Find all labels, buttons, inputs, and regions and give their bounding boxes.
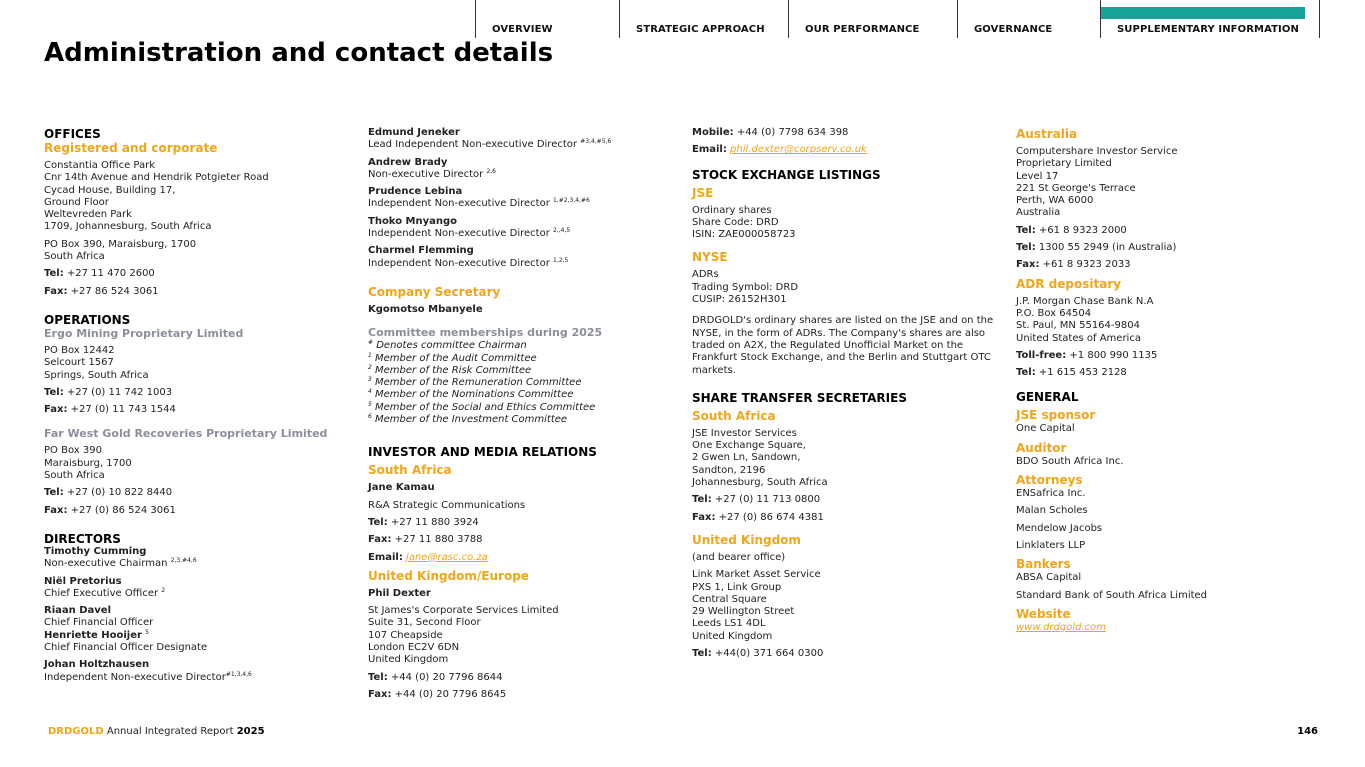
banker-item: ABSA Capital xyxy=(1016,572,1082,584)
address-line: 1709, Johannesburg, South Africa xyxy=(44,221,212,233)
ergo-address xyxy=(44,345,344,382)
committee-item: $^5$ Member of the Social and Ethics Committee xyxy=(368,400,596,413)
ir-sa-email-link[interactable]: jane@rasc.co.za xyxy=(406,551,488,563)
director-role: Independent Non-executive Director $^{1,\#2,3,4,\#6}$ xyxy=(368,197,590,210)
section-nav xyxy=(475,0,1320,38)
operations-heading: OPERATIONS xyxy=(44,312,131,327)
nyse-details: ADRs Trading Symbol: DRD CUSIP: 26152H301 xyxy=(692,269,799,306)
director-name: Edmund Jeneker xyxy=(368,127,460,138)
transfer-sa-heading: South Africa xyxy=(692,408,776,423)
adr-tollfree: Toll-free: +1 800 990 1135 xyxy=(1016,349,1158,361)
office-postal xyxy=(44,239,344,264)
column-2 xyxy=(368,127,668,706)
director-name: Charmel Flemming xyxy=(368,245,474,257)
ir-sa-tel: Tel: +27 11 880 3924 xyxy=(368,516,479,528)
transfer-heading: SHARE TRANSFER SECRETARIES xyxy=(692,390,907,405)
office-address xyxy=(44,160,344,234)
address-line: Maraisburg, 1700 xyxy=(44,457,132,469)
address-line: 107 Cheapside xyxy=(368,629,443,641)
address-line: United Kingdom xyxy=(692,630,773,642)
transfer-au-heading: Australia xyxy=(1016,127,1078,141)
fwgr-address xyxy=(44,445,344,482)
director-name: Riaan Davel xyxy=(44,605,112,617)
transfer-uk-note: (and bearer office) xyxy=(692,551,786,563)
director-entry xyxy=(368,216,668,241)
ir-uk-heading: United Kingdom/Europe xyxy=(368,568,529,583)
transfer-uk-address xyxy=(692,569,992,643)
transfer-au-tel: Tel: +61 8 9323 2000 xyxy=(1016,224,1127,236)
address-line: JSE Investor Services xyxy=(692,427,797,439)
committee-item: $^2$ Member of the Risk Committee xyxy=(368,363,532,376)
director-role: Non-executive Director $^{2,6}$ xyxy=(368,167,496,180)
address-line: Ground Floor xyxy=(44,196,109,208)
address-line: Computershare Investor Service xyxy=(1016,146,1178,157)
general-heading: GENERAL xyxy=(1016,390,1079,405)
address-line: Proprietary Limited xyxy=(1016,158,1112,170)
address-line: Springs, South Africa xyxy=(44,369,149,381)
footer-report: Annual Integrated Report xyxy=(106,726,234,737)
page-title: Administration and contact details xyxy=(44,38,554,68)
director-entry xyxy=(368,186,668,211)
ir-sa-email: Email: jane@rasc.co.za xyxy=(368,551,488,563)
director-entry xyxy=(44,605,344,630)
address-line: Weltevreden Park xyxy=(44,209,132,221)
bankers-heading: Bankers xyxy=(1016,557,1071,572)
fwgr-tel: Tel: +27 (0) 10 822 8440 xyxy=(44,487,173,499)
tab-strategic-approach[interactable] xyxy=(619,0,788,38)
ir-uk-email: Email: phil.dexter@corpserv.co.uk xyxy=(692,144,867,156)
address-line: St. Paul, MN 55164-9804 xyxy=(1016,320,1140,332)
column-4 xyxy=(1016,127,1316,639)
tab-supplementary-information[interactable] xyxy=(1100,0,1320,38)
adr-address xyxy=(1016,296,1316,345)
address-line: South Africa xyxy=(44,470,105,482)
office-tel: Tel: +27 11 470 2600 xyxy=(44,268,155,280)
active-tab-indicator xyxy=(1101,7,1305,19)
nyse-heading: NYSE xyxy=(692,250,728,265)
address-line: Cnr 14th Avenue and Hendrik Potgieter Road xyxy=(44,172,269,184)
address-line: PXS 1, Link Group xyxy=(692,581,782,593)
footer-report-title xyxy=(48,726,265,737)
director-name: Henriette Hooijer $^5$ xyxy=(44,628,149,641)
address-line: St James's Corporate Services Limited xyxy=(368,605,559,617)
address-line: Suite 31, Second Floor xyxy=(368,617,481,629)
director-role: Independent Non-executive Director$^{\#1,3,4,6}$ xyxy=(44,670,252,683)
director-role: Independent Non-executive Director $^{2,,4,5}$ xyxy=(368,227,571,240)
committee-item: $^4$ Member of the Nominations Committee xyxy=(368,388,574,401)
transfer-au-tel-local: Tel: 1300 55 2949 (in Australia) xyxy=(1016,242,1177,254)
address-line: Cycad House, Building 17, xyxy=(44,184,176,196)
transfer-uk-tel: Tel: +44(0) 371 664 0300 xyxy=(692,648,824,660)
ir-uk-fax: Fax: +44 (0) 20 7796 8645 xyxy=(368,688,507,700)
jse-sponsor-heading: JSE sponsor xyxy=(1016,408,1096,423)
transfer-sa-tel: Tel: +27 (0) 11 713 0800 xyxy=(692,494,821,506)
committee-item: $^1$ Member of the Audit Committee xyxy=(368,351,537,364)
ir-sa-fax: Fax: +27 11 880 3788 xyxy=(368,534,483,546)
tab-label: STRATEGIC APPROACH xyxy=(636,24,765,35)
address-line: J.P. Morgan Chase Bank N.A xyxy=(1016,295,1154,307)
website-link[interactable]: www.drdgold.com xyxy=(1016,621,1107,633)
transfer-sa-address xyxy=(692,428,992,489)
website-heading: Website xyxy=(1016,606,1071,621)
column-3 xyxy=(692,127,992,665)
address-line: Central Square xyxy=(692,593,767,605)
address-line: Australia xyxy=(1016,207,1061,219)
tab-overview[interactable] xyxy=(475,0,619,38)
tab-our-performance[interactable] xyxy=(788,0,957,38)
director-role: Non-executive Chairman $^{2,3,\#4,6}$ xyxy=(44,557,197,570)
adr-heading: ADR depositary xyxy=(1016,276,1122,291)
adr-tel: Tel: +1 615 453 2128 xyxy=(1016,367,1127,379)
address-line: 29 Wellington Street xyxy=(692,606,795,618)
committee-item: $^6$ Member of the Investment Committee xyxy=(368,413,568,426)
auditor-heading: Auditor xyxy=(1016,440,1067,455)
footer-year: 2025 xyxy=(236,726,265,737)
tab-label: GOVERNANCE xyxy=(974,24,1053,35)
director-role: Chief Financial Officer Designate xyxy=(44,642,208,654)
address-line: PO Box 390, Maraisburg, 1700 xyxy=(44,238,197,250)
jse-details: Ordinary shares Share Code: DRD ISIN: ZAE000058723 xyxy=(692,204,796,241)
ergo-tel: Tel: +27 (0) 11 742 1003 xyxy=(44,386,173,398)
address-line: PO Box 390 xyxy=(44,445,102,457)
attorney-item: Malan Scholes xyxy=(1016,505,1088,517)
address-line: One Exchange Square, xyxy=(692,440,806,452)
address-line: Level 17 xyxy=(1016,170,1059,182)
address-line: PO Box 12442 xyxy=(44,344,115,356)
director-entry xyxy=(44,576,344,601)
column-1 xyxy=(44,127,344,689)
director-role: Independent Non-executive Director $^{1,2,5}$ xyxy=(368,256,569,269)
fwgr-heading: Far West Gold Recoveries Proprietary Limited xyxy=(44,427,328,441)
directors-heading: DIRECTORS xyxy=(44,531,121,546)
attorneys-heading: Attorneys xyxy=(1016,473,1083,488)
ir-uk-tel: Tel: +44 (0) 20 7796 8644 xyxy=(368,671,503,683)
ir-sa-company: R&A Strategic Communications xyxy=(368,499,526,511)
footer-brand: DRDGOLD xyxy=(48,726,104,737)
director-name: Johan Holtzhausen xyxy=(44,659,150,671)
address-line: United Kingdom xyxy=(368,654,449,666)
company-secretary-name: Kgomotso Mbanyele xyxy=(368,303,483,315)
company-secretary-heading: Company Secretary xyxy=(368,284,501,299)
director-entry xyxy=(44,546,344,571)
attorney-item: Mendelow Jacobs xyxy=(1016,522,1103,534)
director-entry xyxy=(368,157,668,182)
tab-label: OUR PERFORMANCE xyxy=(805,24,920,35)
director-entry xyxy=(44,659,344,684)
committee-heading: Committee memberships during 2025 xyxy=(368,326,603,340)
address-line: Selcourt 1567 xyxy=(44,357,114,369)
transfer-uk-heading: United Kingdom xyxy=(692,532,801,547)
offices-heading: OFFICES xyxy=(44,127,101,141)
address-line: Link Market Asset Service xyxy=(692,569,821,581)
auditor-value: BDO South Africa Inc. xyxy=(1016,455,1124,467)
listings-heading: STOCK EXCHANGE LISTINGS xyxy=(692,167,881,182)
address-line: United States of America xyxy=(1016,332,1141,344)
ir-uk-address xyxy=(368,605,668,666)
listings-note: DRDGOLD's ordinary shares are listed on the JSE and on the NYSE, in the form of ADRs. The Company's shares are also traded on A2X, the Regulated Unofficial Market on the Frankfurt Stock Exchange, and the Berlin and Stuttgart OTC markets. xyxy=(692,315,994,376)
director-entry xyxy=(44,630,344,655)
investor-relations-heading: INVESTOR AND MEDIA RELATIONS xyxy=(368,445,597,460)
director-name: Niël Pretorius xyxy=(44,575,122,587)
address-line: London EC2V 6DN xyxy=(368,642,460,654)
committee-item: # Denotes committee Chairman xyxy=(368,339,527,352)
banker-item: Standard Bank of South Africa Limited xyxy=(1016,589,1208,601)
address-line: 2 Gwen Ln, Sandown, xyxy=(692,452,801,464)
attorney-item: ENSafrica Inc. xyxy=(1016,488,1086,500)
transfer-au-fax: Fax: +61 8 9323 2033 xyxy=(1016,259,1131,271)
tab-label: OVERVIEW xyxy=(492,24,553,35)
director-name: Timothy Cumming xyxy=(44,545,147,557)
director-role: Chief Executive Officer $^2$ xyxy=(44,586,166,599)
director-entry xyxy=(368,245,668,270)
ergo-fax: Fax: +27 (0) 11 743 1544 xyxy=(44,404,176,416)
transfer-sa-fax: Fax: +27 (0) 86 674 4381 xyxy=(692,511,824,523)
director-name: Thoko Mnyango xyxy=(368,215,458,227)
ir-uk-mobile: Mobile: +44 (0) 7798 634 398 xyxy=(692,127,849,138)
committee-item: $^3$ Member of the Remuneration Committee xyxy=(368,376,582,389)
director-role: Lead Independent Non-executive Director $^{\#3,4,\#5,6}$ xyxy=(368,138,612,151)
address-line: Constantia Office Park xyxy=(44,160,156,171)
ir-south-africa-heading: South Africa xyxy=(368,463,452,478)
tab-label: SUPPLEMENTARY INFORMATION xyxy=(1117,24,1299,35)
director-entry xyxy=(368,127,668,152)
committee-list xyxy=(368,340,668,426)
director-name: Andrew Brady xyxy=(368,156,448,168)
ergo-heading: Ergo Mining Proprietary Limited xyxy=(44,326,244,340)
transfer-au-address xyxy=(1016,146,1316,220)
director-name: Prudence Lebina xyxy=(368,186,463,198)
page-number: 146 xyxy=(1297,726,1318,737)
registered-corporate-heading: Registered and corporate xyxy=(44,141,218,155)
office-fax: Fax: +27 86 524 3061 xyxy=(44,285,159,297)
address-line: P.O. Box 64504 xyxy=(1016,307,1092,319)
director-role: Chief Financial Officer xyxy=(44,617,154,629)
jse-heading: JSE xyxy=(692,185,714,200)
address-line: Johannesburg, South Africa xyxy=(692,477,828,489)
address-line: Leeds LS1 4DL xyxy=(692,618,766,630)
fwgr-fax: Fax: +27 (0) 86 524 3061 xyxy=(44,504,176,516)
address-line: 221 St George's Terrace xyxy=(1016,182,1136,194)
address-line: Perth, WA 6000 xyxy=(1016,195,1094,207)
ir-uk-contact-name: Phil Dexter xyxy=(368,587,431,599)
attorney-item: Linklaters LLP xyxy=(1016,539,1086,551)
ir-sa-contact-name: Jane Kamau xyxy=(368,482,435,494)
ir-uk-email-link[interactable]: phil.dexter@corpserv.co.uk xyxy=(730,144,867,156)
address-line: South Africa xyxy=(44,251,105,263)
tab-governance[interactable] xyxy=(957,0,1100,38)
jse-sponsor-value: One Capital xyxy=(1016,423,1075,435)
address-line: Sandton, 2196 xyxy=(692,464,766,476)
